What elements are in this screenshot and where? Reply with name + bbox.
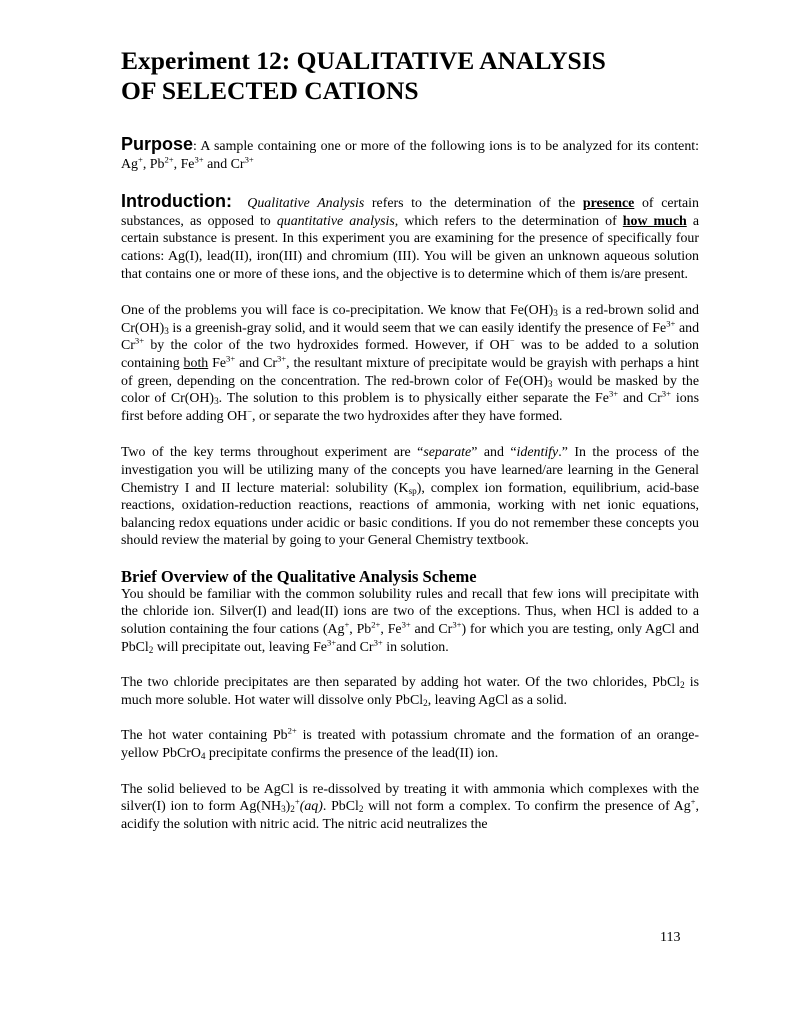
purpose-text: , Pb xyxy=(142,156,165,172)
charge: − xyxy=(509,336,515,347)
charge: 3+ xyxy=(244,154,254,165)
subscript: 3 xyxy=(281,804,286,815)
purpose-text: and Cr xyxy=(203,156,245,172)
text: would be masked by the color of Cr(OH) xyxy=(121,373,699,407)
text: and Cr xyxy=(121,320,700,354)
coprecipitation-paragraph xyxy=(121,302,699,425)
subscript: 3 xyxy=(553,308,558,319)
subscript: 2 xyxy=(680,680,685,691)
purpose-text: , Fe xyxy=(173,156,195,172)
charge: 3+ xyxy=(661,388,671,399)
ammonia-paragraph xyxy=(121,781,699,834)
subscript: 4 xyxy=(200,751,206,762)
charge: 3+ xyxy=(134,336,145,347)
text: . PbCl xyxy=(322,799,359,815)
charge: 3+ xyxy=(608,388,619,399)
separate-term: separate xyxy=(423,445,472,461)
identify-term: identify xyxy=(516,445,559,461)
charge: + xyxy=(344,619,350,630)
text: ions first before adding OH xyxy=(121,391,699,424)
introduction-paragraph xyxy=(121,193,699,283)
text: . The solution to this problem is to physically either separate the Fe xyxy=(218,391,609,407)
chloride-paragraph xyxy=(121,674,699,709)
key-terms-paragraph xyxy=(121,444,699,550)
intro-text: a certain substance is present. In this experiment you are examining for the presence of specifically four cations: Ag(I), lead(II), iron(III) and chromium (III). You will be given an unknown aqueous solution that contains one or more of these ions, and the objective is to determine which of them is/are present. xyxy=(121,213,699,282)
charge: 3+ xyxy=(452,619,462,630)
text: is a red-brown solid and Cr(OH) xyxy=(121,303,699,336)
qualitative-term: Qualitative Analysis xyxy=(247,196,365,212)
page-content xyxy=(121,46,699,833)
overview-paragraph xyxy=(121,586,699,656)
text: is treated with potassium chromate and the formation of an orange-yellow PbCrO xyxy=(121,728,700,762)
text: is a greenish-gray solid, and it would seem that we can easily identify the presence of Fe xyxy=(168,320,667,336)
intro-text: refers to the determination of the xyxy=(364,196,583,212)
how-much-emphasis: how much xyxy=(622,213,687,229)
title-line-1: Experiment 12: QUALITATIVE ANALYSIS xyxy=(121,46,606,75)
both-emphasis: both xyxy=(183,355,209,371)
text: will precipitate out, leaving Fe xyxy=(153,639,327,655)
text: ) for which you are testing, only AgCl and PbCl xyxy=(121,622,699,655)
charge: − xyxy=(247,406,252,417)
charge: + xyxy=(294,796,300,807)
charge: 2+ xyxy=(371,619,381,630)
purpose-paragraph xyxy=(121,136,699,173)
text: , Pb xyxy=(349,622,372,638)
text: , the resultant mixture of precipitate would be grayish with perhaps a hint of green, depending on the concentration. The red-brown color of Fe(OH) xyxy=(121,355,699,389)
text: Two of the key terms throughout experiment are “ xyxy=(121,445,424,461)
hot-water-paragraph xyxy=(121,727,699,762)
overview-heading: Brief Overview of the Qualitative Analysis Scheme xyxy=(121,566,477,586)
text: and Cr xyxy=(336,639,374,655)
text: ) xyxy=(285,799,291,815)
charge: 2+ xyxy=(287,726,297,737)
text: One of the problems you will face is co-precipitation. We know that Fe(OH) xyxy=(121,303,554,319)
charge: 3+ xyxy=(401,619,411,630)
subscript: 2 xyxy=(423,697,428,708)
text: was to be added to a solution containing xyxy=(121,338,699,371)
charge: 3+ xyxy=(373,637,383,648)
purpose-text: : A sample containing one or more of the following ions is to be analyzed for its content: Ag xyxy=(121,139,699,172)
charge: 3+ xyxy=(276,353,287,364)
introduction-colon: : xyxy=(225,191,232,212)
charge: + xyxy=(690,796,696,807)
page-number: 113 xyxy=(660,930,681,945)
text: and Cr xyxy=(618,391,662,407)
text: The solid believed to be AgCl is re-dissolved by treating it with ammonia which complexes with the silver(I) ion to form Ag(NH xyxy=(121,781,699,815)
charge: 3+ xyxy=(326,637,337,648)
subscript: 2 xyxy=(148,644,154,655)
subscript: 3 xyxy=(164,325,169,336)
aqueous-label: (aq) xyxy=(299,799,323,815)
title-line-2: OF SELECTED CATIONS xyxy=(121,76,419,105)
text: is much more soluble. Hot water will dissolve only PbCl xyxy=(121,675,699,708)
presence-emphasis: presence xyxy=(582,196,635,212)
text: and Cr xyxy=(235,355,277,371)
text: , acidify the solution with nitric acid. The nitric acid neutralizes the xyxy=(121,799,699,832)
text: ), complex ion formation, equilibrium, acid-base reactions, oxidation-reduction reactions, reactions of ammonia, working with net ionic equations, balancing redox equations under acidic or basic conditions. If you do not remember these concepts you should review the material by going to your General Chemistry textbook. xyxy=(121,480,699,549)
text: , Fe xyxy=(380,622,402,638)
text: ” and “ xyxy=(471,445,517,461)
text: , leaving AgCl as a solid. xyxy=(427,692,567,708)
text: by the color of the two hydroxides formed. However, if OH xyxy=(144,338,510,354)
charge: 3+ xyxy=(666,318,676,329)
text: in solution. xyxy=(382,639,449,655)
subscript: 2 xyxy=(358,804,364,815)
charge: + xyxy=(137,154,143,165)
subscript: sp xyxy=(408,485,417,496)
intro-text: of certain substances, as opposed to xyxy=(121,196,699,229)
subscript: 3 xyxy=(214,396,219,407)
subscript: 3 xyxy=(547,378,553,389)
text: You should be familiar with the common solubility rules and recall that few ions will precipitate with the chloride ion. Silver(I) and lead(II) ions are two of the exceptions. Thus, when HCl is added to a solution containing the four cations (Ag xyxy=(121,586,699,638)
intro-text: , which refers to the determination of xyxy=(394,213,623,229)
charge: 2+ xyxy=(164,154,174,165)
charge: 3+ xyxy=(226,353,236,364)
charge: 3+ xyxy=(194,154,204,165)
page-title xyxy=(121,46,699,106)
text: will not form a complex. To confirm the presence of Ag xyxy=(363,799,691,815)
text: .” In the process of the investigation you will be utilizing many of the concepts you have learned/are learning in the General Chemistry I and II lecture material: solubility (K xyxy=(121,445,699,496)
text: , or separate the two hydroxides after they have formed. xyxy=(252,408,563,424)
text: precipitate confirms the presence of the lead(II) ion. xyxy=(205,746,499,762)
text: The two chloride precipitates are then separated by adding hot water. Of the two chlorides, PbCl xyxy=(121,675,681,691)
subscript: 2 xyxy=(290,804,295,815)
text: and Cr xyxy=(410,622,453,638)
text: The hot water containing Pb xyxy=(121,728,288,744)
purpose-heading: Purpose xyxy=(121,134,194,154)
introduction-heading: Introduction xyxy=(121,191,226,212)
text: Fe xyxy=(208,355,227,371)
quantitative-term: quantitative analysis xyxy=(276,213,395,229)
